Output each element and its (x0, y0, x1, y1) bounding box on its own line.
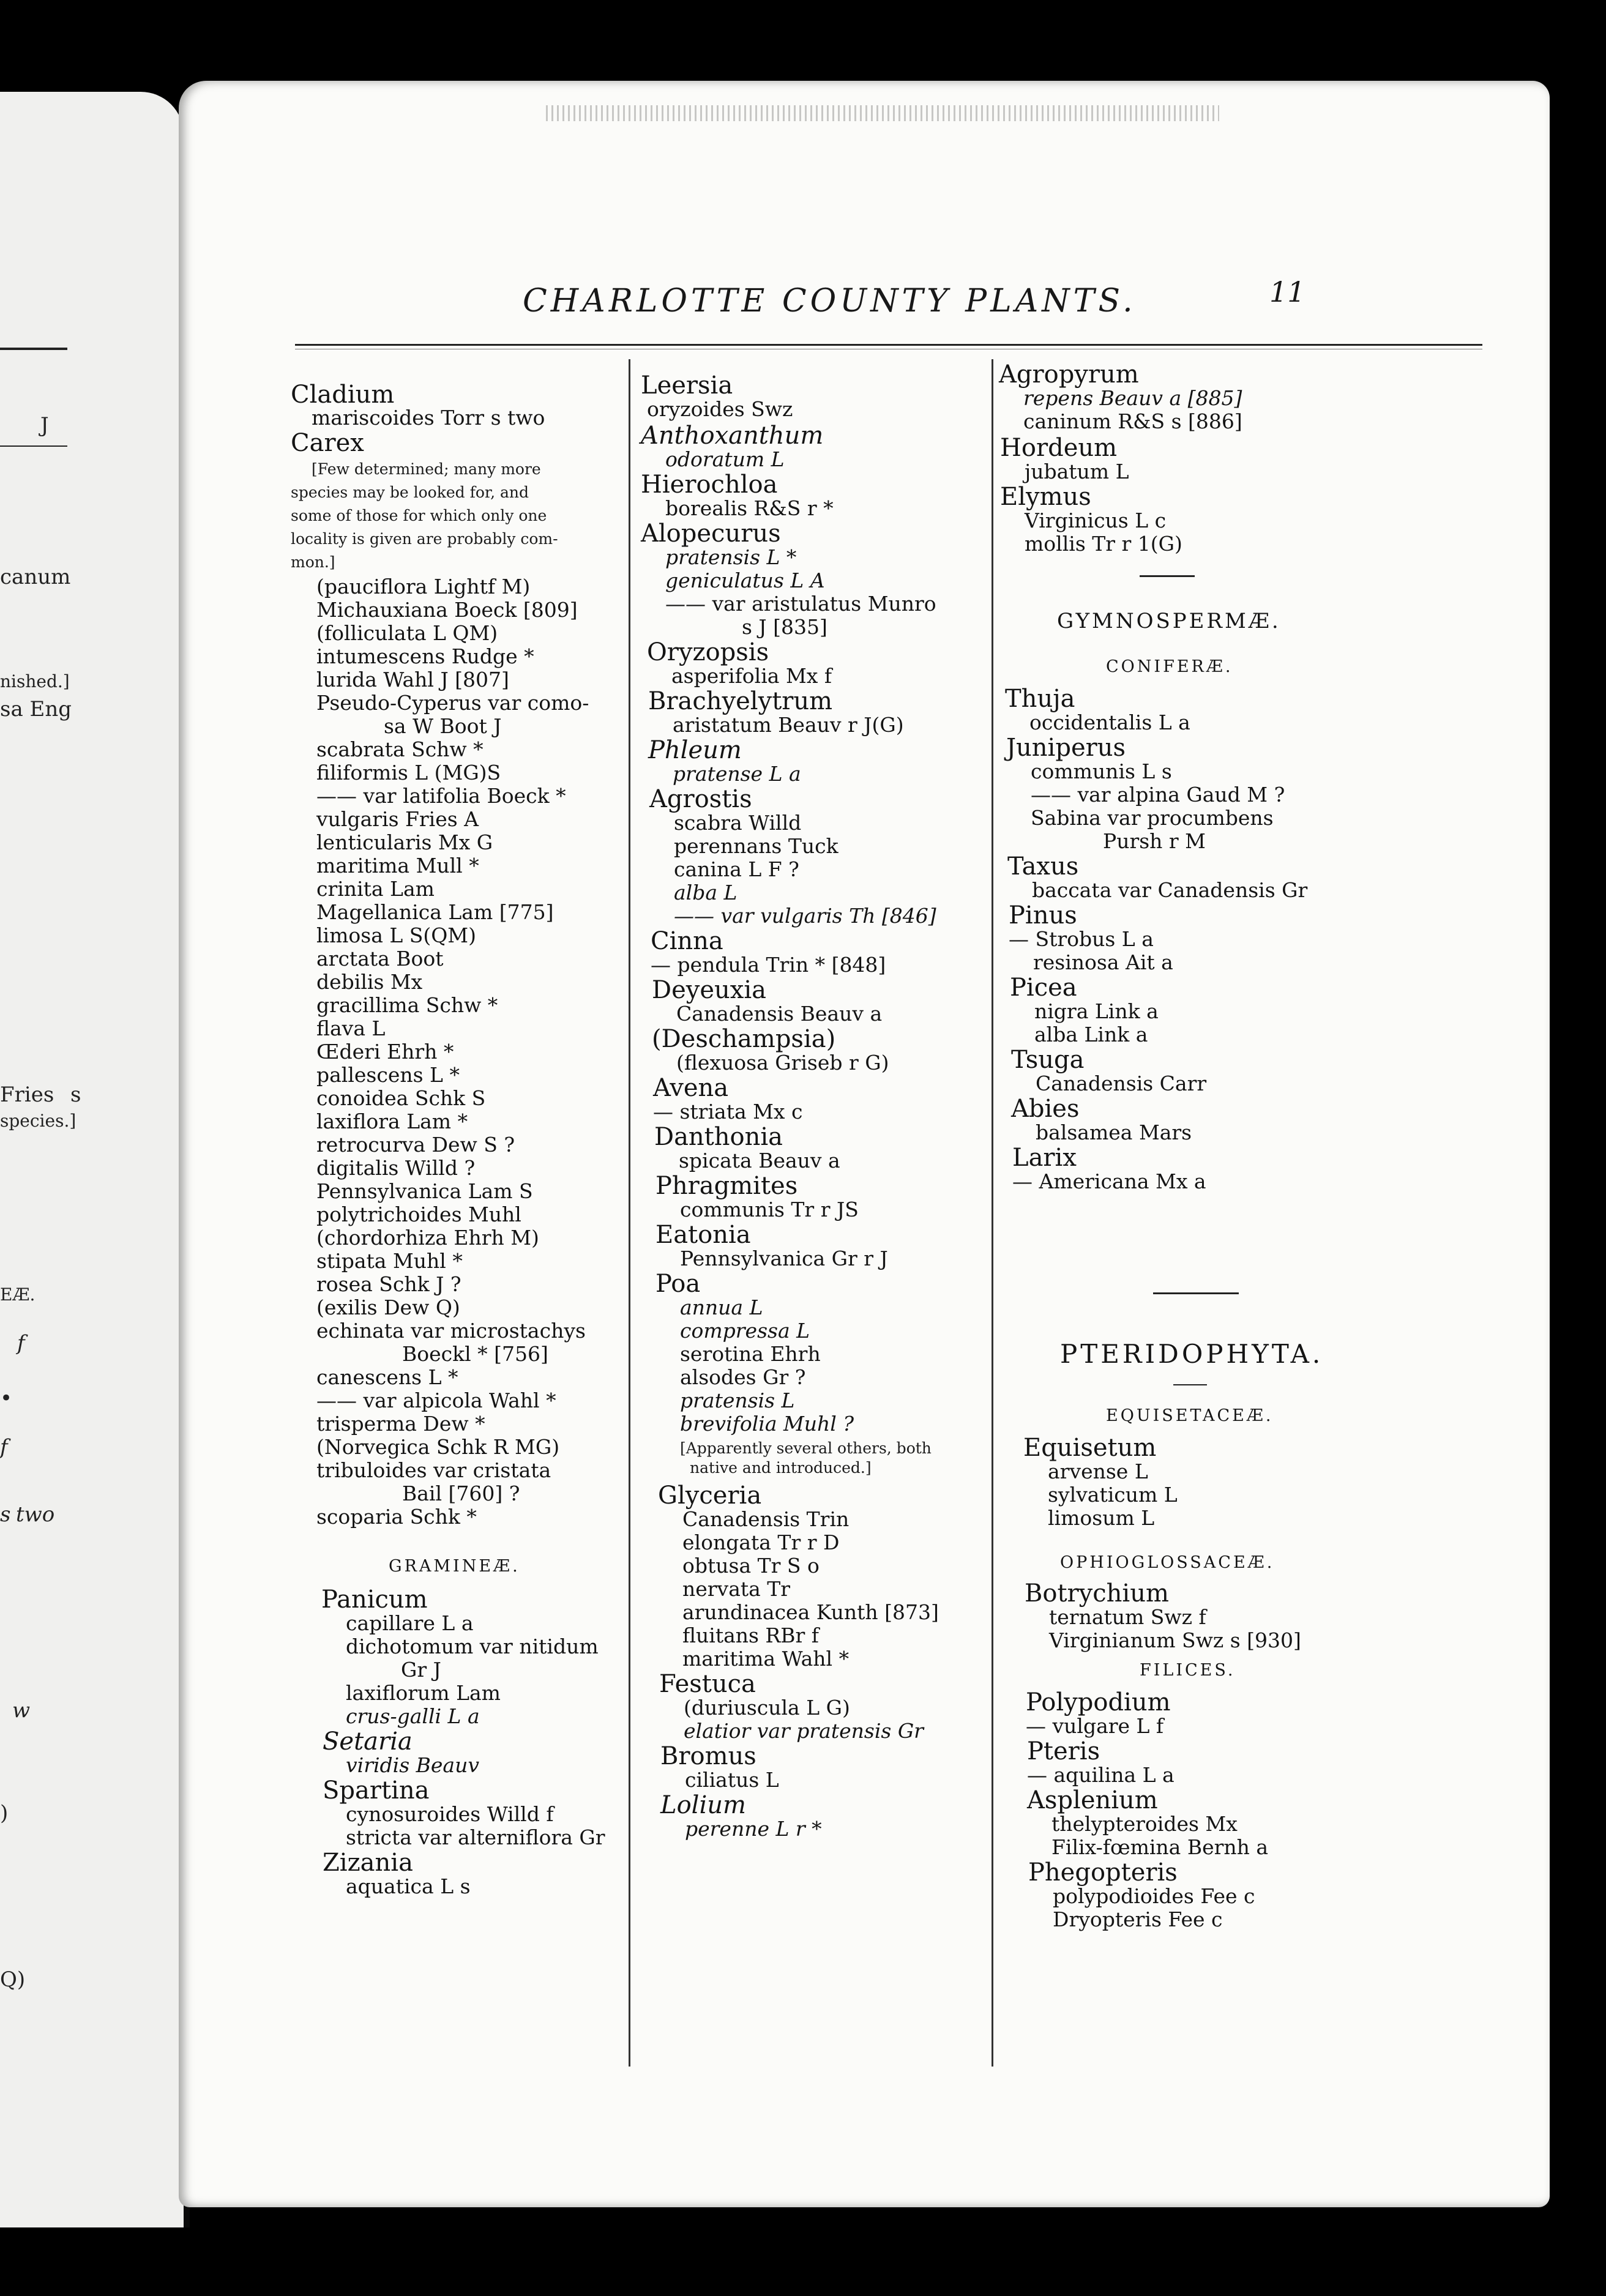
header-rule (295, 344, 1482, 346)
species-entry: — Strobus L a (1009, 927, 1154, 951)
species-entry: — pendula Trin * [848] (651, 953, 886, 977)
genus-abies: Abies (1011, 1095, 1080, 1123)
family-heading: EQUISETACEÆ. (1106, 1406, 1274, 1425)
species-entry: gracillima Schw * (316, 993, 498, 1017)
genus-panicum: Panicum (321, 1586, 428, 1614)
family-heading: FILICES. (1140, 1661, 1236, 1680)
species-entry: ternatum Swz f (1049, 1605, 1206, 1629)
genus-zizania: Zizania (323, 1849, 413, 1877)
species-entry: Bail [760] ? (402, 1482, 520, 1505)
left-fragment: s (0, 1502, 11, 1527)
species-entry: laxiflora Lam * (316, 1109, 468, 1133)
ink-smudge (546, 105, 1219, 121)
left-page-header-rule-thin (0, 445, 67, 447)
genus-pteris: Pteris (1027, 1737, 1100, 1765)
species-entry: occidentalis L a (1029, 710, 1190, 734)
species-entry: pratense L a (673, 762, 801, 786)
species-entry: — striata Mx c (653, 1100, 803, 1124)
species-entry: pratensis L * (665, 545, 797, 569)
genus-agrostis: Agrostis (649, 785, 752, 813)
species-entry: laxiflorum Lam (346, 1681, 501, 1705)
species-entry: sylvaticum L (1048, 1483, 1178, 1507)
genus-pinus: Pinus (1009, 901, 1077, 930)
species-entry: asperifolia Mx f (671, 664, 832, 688)
species-entry: arctata Boot (316, 947, 444, 971)
species-entry: —— var aristulatus Munro (665, 592, 936, 616)
species-entry: echinata var microstachys (316, 1319, 586, 1343)
species-entry: baccata var Canadensis Gr (1032, 878, 1308, 902)
species-entry: arundinacea Kunth [873] (682, 1600, 939, 1624)
species-entry: dichotomum var nitidum (346, 1634, 599, 1658)
running-title: CHARLOTTE COUNTY PLANTS. (523, 283, 1137, 319)
species-entry: obtusa Tr S o (682, 1554, 820, 1578)
species-entry: Pennsylvanica Gr r J (680, 1247, 888, 1270)
species-entry: elongata Tr r D (682, 1530, 840, 1554)
species-entry: crus-galli L a (346, 1704, 480, 1728)
species-entry: resinosa Ait a (1033, 950, 1173, 974)
species-entry: fluitans RBr f (682, 1623, 820, 1647)
genus-poa: Poa (655, 1270, 701, 1298)
column-divider (992, 359, 993, 2067)
genus-glyceria: Glyceria (658, 1482, 762, 1510)
genus-asplenium: Asplenium (1027, 1786, 1158, 1814)
species-entry: —— var latifolia Boeck * (316, 784, 566, 808)
left-fragment: Q) (0, 1967, 26, 1992)
species-entry: Boeckl * [756] (402, 1342, 548, 1366)
species-entry: elatior var pratensis Gr (684, 1719, 924, 1743)
species-entry: perennans Tuck (674, 834, 838, 858)
species-entry: stipata Muhl * (316, 1249, 463, 1273)
genus-phragmites: Phragmites (655, 1172, 798, 1200)
species-entry: Gr J (401, 1658, 441, 1682)
left-fragment: Fries (0, 1083, 54, 1107)
carex-note: mon.] (291, 553, 335, 571)
species-entry: alsodes Gr ? (680, 1365, 806, 1389)
genus-polypodium: Polypodium (1026, 1688, 1171, 1716)
genus-hordeum: Hordeum (1000, 434, 1118, 462)
genus-leersia: Leersia (641, 371, 733, 400)
species-entry: s J [835] (742, 615, 827, 639)
species-entry: —— var alpina Gaud M ? (1031, 783, 1285, 807)
species-entry: borealis R&S r * (665, 496, 834, 520)
genus-phegopteris: Phegopteris (1028, 1858, 1178, 1887)
left-fragment: ) (0, 1801, 9, 1825)
genus-equisetum: Equisetum (1023, 1434, 1157, 1462)
family-heading: CONIFERÆ. (1106, 657, 1233, 676)
species-entry: repens Beauv a [885] (1023, 386, 1242, 410)
genus-deyeuxia: Deyeuxia (652, 976, 766, 1004)
genus-elymus: Elymus (1000, 483, 1091, 511)
species-entry: lenticularis Mx G (316, 830, 493, 854)
species-entry: crinita Lam (316, 877, 435, 901)
species-entry: Pseudo-Cyperus var como- (316, 691, 589, 715)
species-entry: Filix-fœmina Bernh a (1051, 1835, 1269, 1859)
genus-cladium: Cladium (291, 381, 395, 409)
species-entry: Michauxiana Boeck [809] (316, 598, 578, 622)
species-entry: annua L (680, 1295, 763, 1319)
genus-avena: Avena (653, 1074, 729, 1102)
species-entry: limosum L (1048, 1506, 1155, 1530)
species-entry: tribuloides var cristata (316, 1458, 551, 1482)
genus-cinna: Cinna (651, 927, 723, 955)
genus-spartina: Spartina (323, 1776, 430, 1805)
species-entry: maritima Wahl * (682, 1647, 850, 1671)
species-entry: cynosuroides Willd f (346, 1802, 554, 1826)
poa-note: [Apparently several others, both (680, 1439, 932, 1457)
species-entry: digitalis Willd ? (316, 1156, 476, 1180)
species-entry: balsamea Mars (1036, 1120, 1192, 1144)
left-fragment: species.] (0, 1111, 77, 1131)
species-entry: debilis Mx (316, 970, 423, 994)
genus-juniperus: Juniperus (1006, 734, 1126, 762)
species-entry: Virginicus L c (1025, 509, 1167, 532)
genus-festuca: Festuca (659, 1670, 756, 1698)
species-entry: trisperma Dew * (316, 1412, 485, 1436)
left-fragment: two (16, 1502, 55, 1527)
species-entry: mariscoides Torr s two (312, 406, 545, 430)
species-entry: communis Tr r JS (680, 1198, 859, 1221)
species-entry: serotina Ehrh (680, 1342, 821, 1366)
book-page (179, 81, 1550, 2207)
species-entry: rosea Schk J ? (316, 1272, 461, 1296)
left-fragment: J (40, 413, 49, 438)
genus-bromus: Bromus (660, 1742, 756, 1770)
species-entry: caninum R&S s [886] (1023, 409, 1242, 433)
species-entry: Canadensis Beauv a (676, 1002, 883, 1026)
species-entry: (flexuosa Griseb r G) (676, 1051, 889, 1075)
species-entry: alba Link a (1034, 1023, 1148, 1046)
family-heading: GRAMINEÆ. (389, 1557, 520, 1576)
species-entry: Canadensis Carr (1036, 1072, 1207, 1095)
species-entry: (Norvegica Schk R MG) (316, 1435, 560, 1459)
column-divider (629, 359, 630, 2067)
species-entry: thelypteroides Mx (1051, 1812, 1238, 1836)
family-heading: OPHIOGLOSSACEÆ. (1060, 1553, 1275, 1572)
species-entry: intumescens Rudge * (316, 644, 534, 668)
left-fragment: nished.] (0, 671, 70, 691)
genus-picea: Picea (1010, 974, 1077, 1002)
species-entry: compressa L (680, 1319, 810, 1343)
species-entry: canina L F ? (674, 857, 799, 881)
genus-larix: Larix (1012, 1144, 1077, 1172)
species-entry: brevifolia Muhl ? (680, 1412, 854, 1436)
species-entry: communis L s (1031, 759, 1172, 783)
species-entry: (duriuscula L G) (684, 1696, 850, 1720)
carex-note: some of those for which only one (291, 507, 547, 524)
genus-agropyrum: Agropyrum (999, 360, 1139, 389)
species-entry: Dryopteris Fee c (1053, 1907, 1223, 1931)
species-entry: oryzoides Swz (647, 397, 793, 421)
species-entry: aquatica L s (346, 1874, 471, 1898)
carex-note: species may be looked for, and (291, 483, 529, 501)
species-entry: sa W Boot J (384, 714, 502, 738)
species-entry: spicata Beauv a (679, 1149, 840, 1172)
left-fragment: EÆ. (0, 1284, 35, 1305)
species-entry: vulgaris Fries A (316, 807, 479, 831)
species-entry: lurida Wahl J [807] (316, 668, 509, 691)
genus-brachyelytrum: Brachyelytrum (648, 687, 833, 715)
species-entry: Canadensis Trin (682, 1507, 850, 1531)
genus-eatonia: Eatonia (655, 1221, 751, 1249)
section-rule (1153, 1292, 1239, 1294)
species-entry: perenne L r * (685, 1817, 822, 1841)
species-entry: alba L (674, 881, 738, 904)
page-number: 11 (1269, 275, 1305, 308)
species-entry: aristatum Beauv r J(G) (673, 713, 904, 737)
carex-note: locality is given are probably com- (291, 530, 558, 548)
left-fragment: f (17, 1331, 25, 1355)
species-entry: retrocurva Dew S ? (316, 1133, 515, 1157)
species-entry: arvense L (1048, 1459, 1148, 1483)
species-entry: odoratum L (665, 447, 785, 471)
genus-botrychium: Botrychium (1025, 1579, 1169, 1608)
species-entry: filiformis L (MG)S (316, 761, 501, 785)
section-rule (1140, 575, 1195, 577)
left-fragment: sa Eng (0, 697, 72, 721)
species-entry: capillare L a (346, 1611, 474, 1635)
species-entry: Sabina var procumbens (1031, 806, 1274, 830)
species-entry: conoidea Schk S (316, 1086, 486, 1110)
genus-hierochloa: Hierochloa (641, 471, 778, 499)
genus-danthonia: Danthonia (654, 1123, 783, 1151)
section-rule (1173, 1384, 1207, 1385)
left-fragment: w (12, 1698, 31, 1723)
genus-carex: Carex (291, 429, 364, 457)
genus-alopecurus: Alopecurus (641, 520, 781, 548)
species-entry: (pauciflora Lightf M) (316, 575, 531, 598)
species-entry: (exilis Dew Q) (316, 1295, 460, 1319)
species-entry: —— var alpicola Wahl * (316, 1388, 556, 1412)
species-entry: —— var vulgaris Th [846] (674, 904, 936, 928)
division-heading: PTERIDOPHYTA. (1060, 1339, 1324, 1369)
species-entry: (chordorhiza Ehrh M) (316, 1226, 539, 1250)
left-fragment: canum (0, 565, 71, 589)
genus-phleum: Phleum (648, 736, 742, 764)
genus-lolium: Lolium (660, 1791, 746, 1819)
species-entry: viridis Beauv (346, 1753, 479, 1777)
species-entry: — aquilina L a (1027, 1763, 1175, 1787)
genus-tsuga: Tsuga (1011, 1046, 1085, 1074)
species-entry: — Americana Mx a (1012, 1169, 1206, 1193)
species-entry: pratensis L (680, 1388, 795, 1412)
species-entry: Pennsylvanica Lam S (316, 1179, 533, 1203)
genus-setaria: Setaria (323, 1728, 413, 1756)
genus-taxus: Taxus (1007, 852, 1079, 881)
species-entry: Pursh r M (1103, 829, 1206, 853)
species-entry: ciliatus L (685, 1768, 779, 1792)
species-entry: nervata Tr (682, 1577, 791, 1601)
species-entry: polypodioides Fee c (1053, 1884, 1255, 1908)
species-entry: polytrichoides Muhl (316, 1202, 521, 1226)
species-entry: — vulgare L f (1026, 1714, 1164, 1738)
species-entry: scoparia Schk * (316, 1505, 477, 1529)
left-fragment: • (0, 1386, 13, 1411)
species-entry: (folliculata L QM) (316, 621, 498, 645)
species-entry: limosa L S(QM) (316, 923, 476, 947)
species-entry: stricta var alterniflora Gr (346, 1825, 605, 1849)
species-entry: scabrata Schw * (316, 737, 484, 761)
division-heading: GYMNOSPERMÆ. (1057, 609, 1281, 633)
species-entry: Magellanica Lam [775] (316, 900, 554, 924)
species-entry: scabra Willd (674, 811, 802, 835)
species-entry: flava L (316, 1016, 386, 1040)
left-page-header-rule (0, 348, 67, 350)
genus-anthoxanthum: Anthoxanthum (641, 422, 824, 450)
genus-deschampsia: (Deschampsia) (652, 1025, 836, 1053)
carex-note: [Few determined; many more (312, 460, 541, 478)
species-entry: nigra Link a (1034, 999, 1159, 1023)
genus-thuja: Thuja (1005, 685, 1075, 713)
species-entry: mollis Tr r 1(G) (1025, 532, 1182, 556)
species-entry: Œderi Ehrh * (316, 1040, 454, 1064)
poa-note: native and introduced.] (690, 1459, 872, 1477)
species-entry: jubatum L (1025, 460, 1129, 483)
genus-oryzopsis: Oryzopsis (647, 638, 769, 666)
species-entry: canescens L * (316, 1365, 458, 1389)
species-entry: pallescens L * (316, 1063, 460, 1087)
left-fragment: f (0, 1435, 8, 1459)
species-entry: maritima Mull * (316, 854, 479, 878)
left-facing-page (0, 92, 184, 2227)
left-fragment: s (70, 1083, 81, 1107)
species-entry: Virginianum Swz s [930] (1049, 1628, 1301, 1652)
species-entry: geniculatus L A (665, 568, 825, 592)
